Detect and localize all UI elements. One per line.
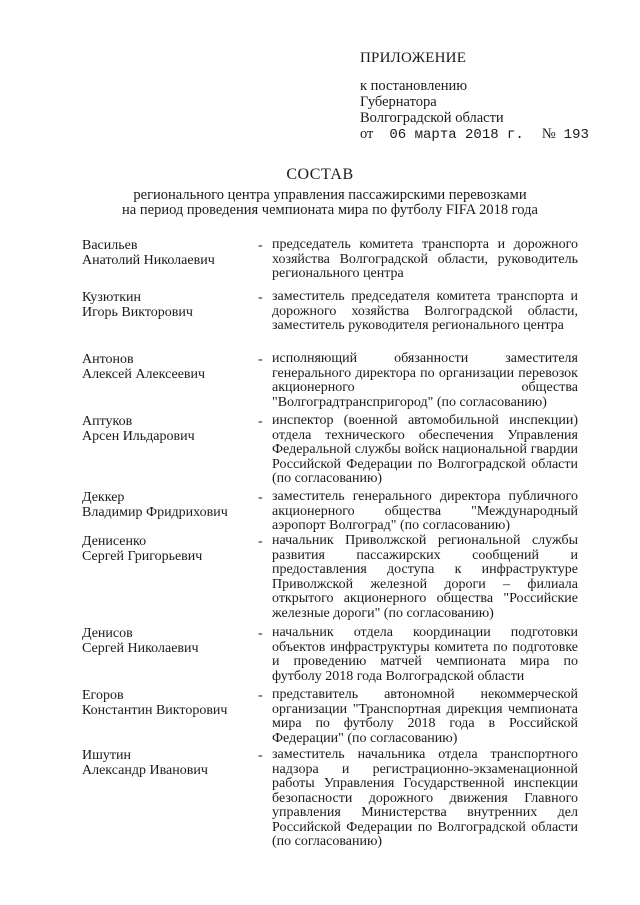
member-given-name: Арсен Ильдарович (82, 429, 195, 444)
member-surname: Деккер (82, 490, 125, 505)
member-surname: Денисенко (82, 534, 147, 549)
member-role: начальник отдела координации подготовки объектов инфраструктуры комитета по подготовке и проведению матчей чемпионата мира по футболу 2018 года Волгоградской области (272, 625, 578, 684)
member-dash: - (258, 414, 263, 429)
decree-number: 193 (563, 127, 589, 143)
member-role: заместитель начальника отдела транспортного надзора и регистрационно-экзаменационной работы Управления Государственной инспекции безопасности дорожного движения Главного управления Министерства внутренних дел Российской Федерации по Волгоградской области (по согласованию) (272, 747, 578, 849)
member-given-name: Сергей Григорьевич (82, 549, 203, 564)
appendix-line-1: к постановлению (360, 78, 468, 94)
member-surname: Кузюткин (82, 290, 141, 305)
subtitle-line-1: регионального центра управления пассажирскими перевозками (133, 187, 527, 203)
member-dash: - (258, 534, 263, 549)
member-role: инспектор (военной автомобильной инспекции) отдела технического обеспечения Управления Федеральной службы войск национальной гвардии Российской Федерации по Волгоградской области (по согласованию) (272, 413, 578, 486)
member-role: заместитель председателя комитета транспорта и дорожного хозяйства Волгоградской области, заместитель руководителя регионального центра (272, 289, 578, 333)
member-role: представитель автономной некоммерческой организации "Транспортная дирекция чемпионата мира по футболу 2018 года в Российской Федерации" (по согласованию) (272, 687, 578, 746)
document-title: СОСТАВ (286, 166, 354, 183)
appendix-title: ПРИЛОЖЕНИЕ (360, 50, 467, 66)
member-name (82, 626, 262, 656)
member-given-name: Алексей Алексеевич (82, 367, 206, 382)
date-prefix: от (360, 126, 374, 142)
member-name (82, 490, 262, 520)
member-dash: - (258, 626, 263, 641)
decree-date: 06 марта 2018 г. (389, 127, 524, 143)
member-surname: Егоров (82, 688, 124, 703)
member-role: начальник Приволжской региональной службы развития пассажирских сообщений и предоставления доступа к инфраструктуре Приволжской железной дороги – филиала открытого акционерного общества "Российские железные дороги" (по согласованию) (272, 533, 578, 621)
member-dash: - (258, 238, 263, 253)
member-surname: Васильев (82, 238, 138, 253)
member-name (82, 238, 262, 268)
member-given-name: Александр Иванович (82, 763, 208, 778)
document-subtitle (60, 188, 600, 218)
member-surname: Денисов (82, 626, 133, 641)
decree-date-line (360, 126, 589, 143)
member-name (82, 414, 262, 444)
subtitle-line-2: на период проведения чемпионата мира по футболу FIFA 2018 года (122, 202, 538, 218)
member-dash: - (258, 352, 263, 367)
member-name (82, 688, 262, 718)
member-name (82, 748, 262, 778)
member-given-name: Сергей Николаевич (82, 641, 199, 656)
member-surname: Аптуков (82, 414, 133, 429)
member-name (82, 534, 262, 564)
member-given-name: Анатолий Николаевич (82, 253, 215, 268)
member-name (82, 352, 262, 382)
member-surname: Ишутин (82, 748, 131, 763)
member-name (82, 290, 262, 320)
member-dash: - (258, 748, 263, 763)
member-given-name: Игорь Викторович (82, 305, 193, 320)
member-dash: - (258, 490, 263, 505)
member-role: председатель комитета транспорта и дорожного хозяйства Волгоградской области, руководитель регионального центра (272, 237, 578, 281)
member-dash: - (258, 290, 263, 305)
member-surname: Антонов (82, 352, 134, 367)
appendix-header (360, 50, 620, 126)
member-role: заместитель генерального директора публичного акционерного общества "Международный аэропорт Волгоград" (по согласованию) (272, 489, 578, 533)
member-given-name: Владимир Фридрихович (82, 505, 228, 520)
appendix-line-2: Губернатора (360, 94, 437, 110)
member-dash: - (258, 688, 263, 703)
member-role: исполняющий обязанности заместителя генерального директора по организации перевозок акционерного общества "Волгоградтранспригород" (по согласованию) (272, 351, 578, 410)
number-sign: № (541, 126, 556, 142)
appendix-line-3: Волгоградской области (360, 110, 504, 126)
member-given-name: Константин Викторович (82, 703, 228, 718)
